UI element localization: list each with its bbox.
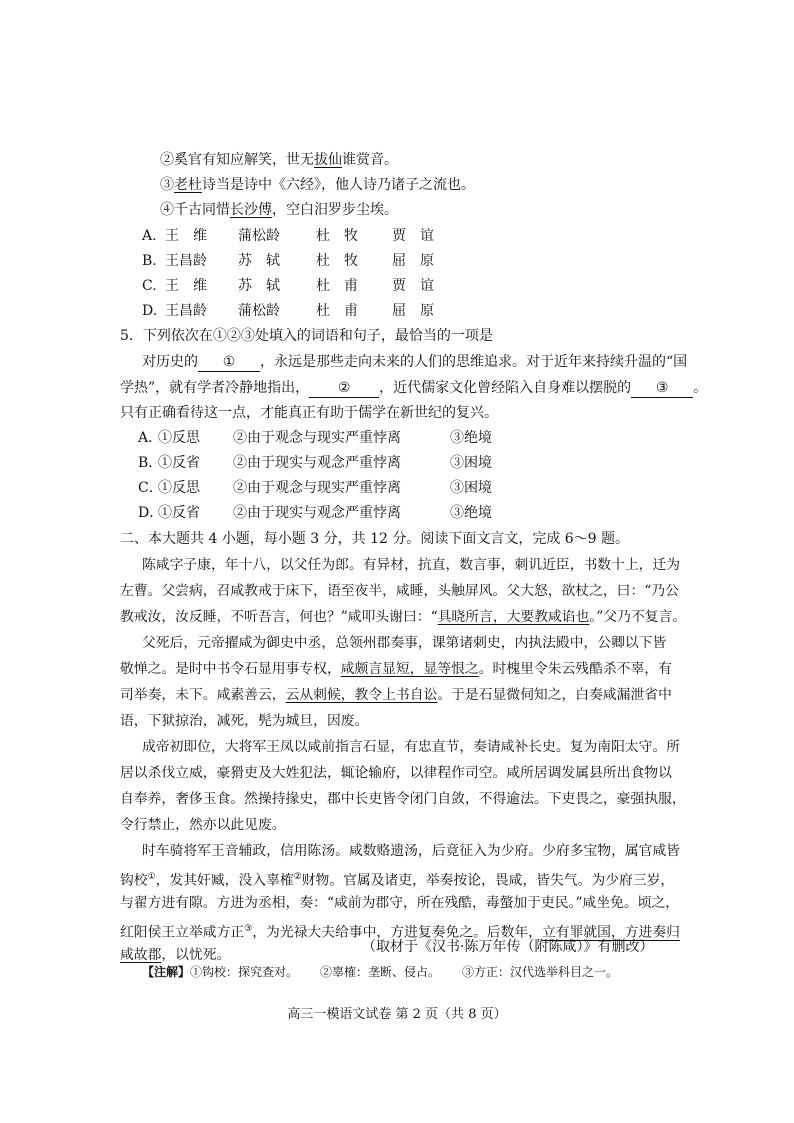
option-cell: ③绝境 — [450, 430, 492, 446]
poem-underlined: 老杜 — [174, 177, 202, 193]
underlined-sentence: 云从刺候，教令上书自讼 — [285, 687, 438, 703]
passage-line: 自奉养，奢侈玉食。然操持掾史，郡中长吏皆令闭门自敛，不得逾法。下吏畏之，豪强执服， — [120, 791, 686, 807]
option-cell: ①反思 — [158, 430, 200, 446]
poem-text: 诗当是诗中《六经》，他人诗乃诸子之流也。 — [202, 177, 475, 193]
passage-line — [120, 607, 690, 627]
option-cell: 苏 轼 — [238, 278, 280, 294]
q5-text: ，近代儒家文化曾经陷入自身难以摆脱的 — [379, 380, 632, 396]
poem-text: ②奚官有知应解笑，世无 — [160, 152, 314, 168]
passage-line: 居以杀伐立威，豪猾吏及大姓犯法，辄论输府，以律程作司空。咸所居调发属县所出食物以 — [120, 765, 672, 781]
passage-line: 时车骑将军王音辅政，信用陈汤。咸数赂遗汤，后竟征入为少府。少府多宝物，属官咸皆 — [142, 843, 681, 859]
option-cell: 蒲松龄 — [238, 228, 280, 244]
notes-label: 【注解】 — [142, 965, 191, 979]
option-cell: 杜 甫 — [316, 278, 358, 294]
option-cell: 贾 谊 — [392, 228, 434, 244]
underlined-sentence: 具晓所言，大要教咸谄也 — [437, 609, 590, 625]
option-letter: D． — [138, 505, 164, 521]
fill-blank-3: ③ — [631, 380, 693, 398]
option-cell: 王 维 — [165, 278, 207, 294]
poem-line-4 — [160, 200, 730, 220]
page-footer: 高三一模语文试卷 第 2 页（共 8 页） — [287, 1007, 507, 1022]
option-cell: 蒲松龄 — [238, 303, 280, 319]
option-cell: 杜 牧 — [316, 228, 358, 244]
passage-text: ，为光禄大夫给事中，方进复奏免之。后数年， — [252, 924, 542, 941]
underlined-sentence: 咸故郡 — [120, 947, 162, 963]
note-marker: ① — [147, 872, 156, 882]
passage-text: 财物。官属及诸吏，举奏按论，畏咸，皆失气。为少府三岁， — [301, 872, 675, 889]
option-cell: ①反省 — [158, 455, 200, 471]
option-cell: 王昌龄 — [165, 253, 207, 269]
option-cell: ③困境 — [450, 480, 492, 496]
poem-line-3 — [160, 175, 730, 195]
poem-underlined: 拔仙 — [314, 152, 342, 168]
q5-line-2 — [120, 378, 708, 398]
passage-line — [120, 867, 690, 891]
passage-line: 左曹。父尝病，召咸教戒于床下，语至夜半，咸睡，头触屏风。父大怒，欲杖之，曰：“乃公 — [120, 583, 679, 599]
option-cell: 屈 原 — [392, 253, 434, 269]
option-cell: 杜 牧 — [316, 253, 358, 269]
note-marker: ② — [293, 872, 302, 882]
passage-text: 敬惮之。是时中书令石显用事专权， — [120, 661, 341, 677]
option-cell: ①反省 — [158, 505, 200, 521]
passage-text: 。时槐里令朱云残酷杀不辜，有 — [478, 661, 672, 677]
q5-line-1 — [142, 352, 712, 372]
note-item: ③方正：汉代选举科目之一。 — [462, 965, 619, 979]
poem-text: ④千古同惜 — [160, 202, 230, 218]
underlined-sentence: 咸颇言显短，显等恨之 — [340, 661, 479, 677]
passage-text: ，以忧死。 — [161, 947, 231, 963]
passage-line: 陈咸字子康，年十八，以父任为郎。有异材，抗直，数言事，刺讥近臣，书数十上，迁为 — [142, 557, 681, 573]
option-cell: 杜 甫 — [316, 303, 358, 319]
q5-line-3: 只有正确看待这一点，才能真正有助于儒学在新世纪的复兴。 — [120, 405, 498, 421]
option-cell: ③困境 — [450, 455, 492, 471]
option-letter: A． — [138, 430, 163, 446]
poem-underlined: 长沙傅 — [230, 202, 272, 218]
poem-text: ③ — [160, 177, 174, 193]
passage-text: 司举奏，未下。咸素善云， — [120, 687, 286, 703]
passage-line: 成帝初即位，大将军王凤以咸前指言石显，有忠直节，奏请咸补长史。复为南阳太守。所 — [142, 739, 681, 755]
option-cell: ③绝境 — [450, 505, 492, 521]
underlined-sentence: 立有罪就国，方进奏归 — [541, 924, 680, 941]
passage-text: 钩校 — [120, 872, 148, 889]
passage-text: 。”父乃不复言。 — [589, 609, 687, 625]
option-cell: 屈 原 — [392, 303, 434, 319]
note-item: ①钩校：探究查对。 — [190, 965, 299, 979]
fill-blank-1: ① — [198, 354, 260, 372]
option-letter: B． — [138, 455, 163, 471]
option-cell: ②由于现实与观念严重悖离 — [233, 505, 401, 521]
q5-text: 学热”，就有学者冷静地指出， — [120, 380, 310, 396]
passage-text: 教戒汝，汝反睡，不听吾言，何也？”咸叩头谢曰：“ — [120, 609, 438, 625]
option-cell: ②由于观念与现实严重悖离 — [233, 430, 401, 446]
passage-line: 令行禁止，然亦以此见废。 — [120, 817, 286, 833]
passage-line — [120, 685, 690, 705]
option-letter: D. — [142, 303, 158, 319]
poem-line-2 — [160, 150, 730, 170]
passage-line: 与翟方进有隙。方进为丞相，奏：“咸前为郡守，所在残酷，毒螫加于吏民。”咸坐免。顷之， — [120, 895, 680, 911]
annotation-notes — [142, 963, 618, 980]
passage-text: ，发其奸臧，没入辜榷 — [155, 872, 294, 889]
fill-blank-2: ② — [309, 380, 379, 398]
option-cell: ②由于现实与观念严重悖离 — [233, 455, 401, 471]
option-cell: ①反思 — [158, 480, 200, 496]
note-item: ②辜榷：垄断、侵占。 — [320, 965, 441, 979]
option-cell: ②由于观念与现实严重悖离 — [233, 480, 401, 496]
passage-line: 父死后，元帝擢咸为御史中丞，总领州郡奏事，课第诸刺史，内执法殿中，公卿以下皆 — [142, 635, 667, 651]
option-letter: C． — [138, 480, 163, 496]
option-letter: A. — [142, 228, 157, 244]
option-letter: B. — [142, 253, 157, 269]
note-marker: ③ — [244, 924, 253, 934]
passage-line: 语，下狱掠治，减死，髡为城旦，因废。 — [120, 713, 369, 729]
passage-line — [120, 659, 690, 679]
poem-text: 谁赏音。 — [342, 152, 398, 168]
option-cell: 王 维 — [165, 228, 207, 244]
option-cell: 王昌龄 — [165, 303, 207, 319]
option-letter: C. — [142, 278, 157, 294]
passage-source: （取材于《汉书·陈万年传（附陈咸）》有删改） — [362, 939, 654, 955]
q5-text: 。 — [693, 380, 708, 396]
passage-text: 红阳侯王立举咸方正 — [120, 924, 245, 941]
option-cell: 贾 谊 — [392, 278, 434, 294]
q5-stem: 5．下列依次在①②③处填入的词语和句子，最恰当的一项是 — [120, 328, 493, 344]
q5-text: ，永远是那些走向未来的人们的思维追求。对于近年来持续升温的“国 — [260, 354, 688, 370]
passage-text: 。于是石显微伺知之，白奏咸漏泄省中 — [437, 687, 672, 703]
option-cell: 苏 轼 — [238, 253, 280, 269]
q5-text: 对历史的 — [142, 354, 198, 370]
section-2-heading: 二、本大题共 4 小题，每小题 3 分，共 12 分。阅读下面文言文，完成 6～9 题。 — [120, 531, 630, 547]
poem-text: ，空白汨罗步尘埃。 — [272, 202, 398, 218]
